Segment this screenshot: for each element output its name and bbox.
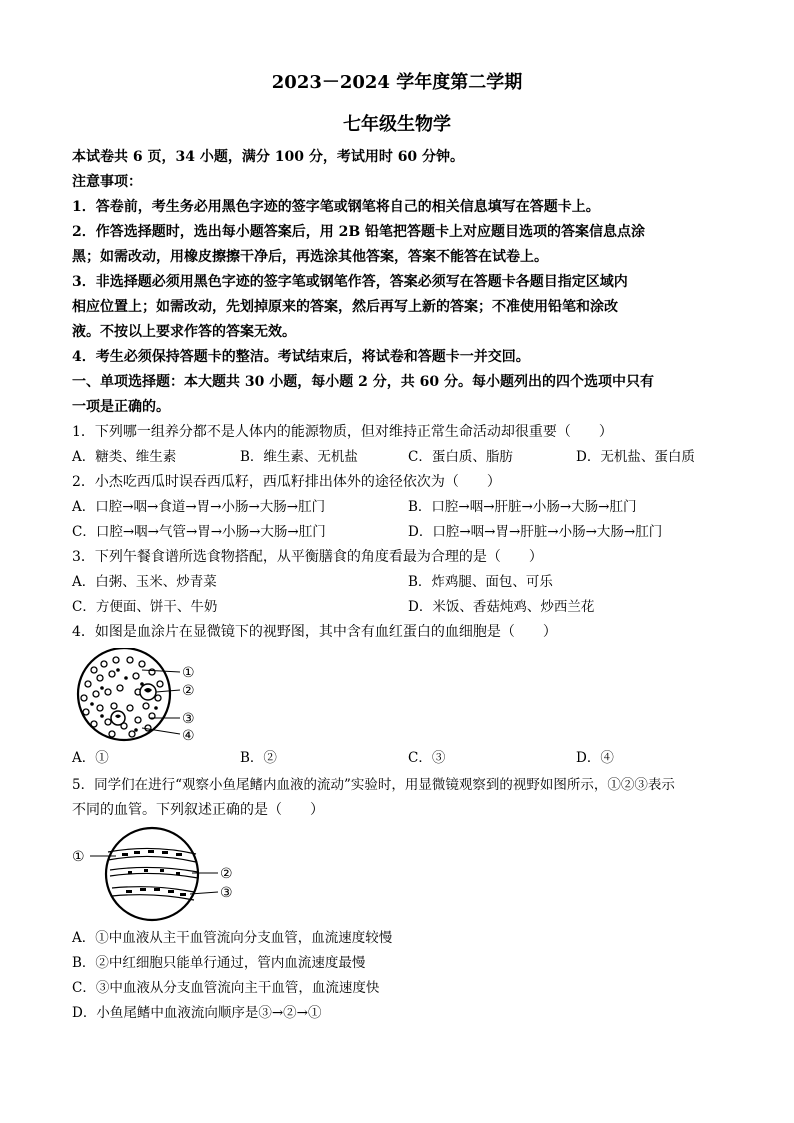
note-2-line-1: 2．作答选择题时，选出每小题答案后，用 2B 铅笔把答题卡上对应题目选项的答案信息点涂 [72, 224, 646, 240]
figure-label-3: ③ [220, 885, 233, 901]
note-1: 1．答卷前，考生务必用黑色字迹的签字笔或钢笔将自己的相关信息填写在答题卡上。 [72, 199, 600, 215]
figure-label-4: ④ [182, 728, 195, 744]
notes-heading: 注意事项： [72, 174, 142, 190]
question-2-option-b: B．口腔→咽→肝脏→小肠→大肠→肛门 [408, 499, 637, 515]
question-1-option-b: B．维生素、无机盐 [240, 449, 358, 465]
question-3-option-b: B．炸鸡腿、面包、可乐 [408, 574, 553, 590]
note-4: 4．考生必须保持答题卡的整洁。考试结束后，将试卷和答题卡一并交回。 [72, 349, 530, 365]
question-5-option-d: D．小鱼尾鳍中血液流向顺序是③→②→① [72, 1005, 322, 1021]
question-5-option-a: A．①中血液从主干血管流向分支血管，血流速度较慢 [72, 930, 393, 946]
question-5-option-c: C．③中血液从分支血管流向主干血管，血流速度快 [72, 980, 380, 996]
question-5-option-b: B．②中红细胞只能单行通过，管内血流速度最慢 [72, 955, 366, 971]
fish-tail-fin-figure [72, 826, 242, 922]
figure-label-1: ① [72, 849, 85, 865]
figure-label-1: ① [182, 665, 195, 681]
question-4-stem: 4．如图是血涂片在显微镜下的视野图，其中含有血红蛋白的血细胞是（ ） [72, 624, 557, 640]
question-5-stem-line-2: 不同的血管。下列叙述正确的是（ ） [72, 802, 324, 818]
question-1-option-a: A．糖类、维生素 [72, 449, 177, 465]
section-1-heading-line-1: 一、单项选择题：本大题共 30 小题，每小题 2 分，共 60 分。每小题列出的四个选项中只有 [72, 374, 654, 390]
exam-title: 2023－2024 学年度第二学期 [271, 72, 523, 93]
figure-label-2: ② [182, 683, 195, 699]
note-3-line-1: 3．非选择题必须用黑色字迹的签字笔或钢笔作答，答案必须写在答题卡各题目指定区域内 [72, 274, 628, 290]
note-3-line-2: 相应位置上；如需改动，先划掉原来的答案，然后再写上新的答案；不准使用铅笔和涂改 [72, 299, 618, 315]
note-2-line-2: 黑；如需改动，用橡皮擦擦干净后，再选涂其他答案，答案不能答在试卷上。 [72, 249, 548, 265]
question-5-stem-line-1: 5．同学们在进行“观察小鱼尾鳍内血液的流动”实验时，用显微镜观察到的视野如图所示，①②③表示 [72, 777, 675, 793]
question-2-stem: 2．小杰吃西瓜时误吞西瓜籽，西瓜籽排出体外的途径依次为（ ） [72, 474, 501, 490]
section-1-heading-line-2: 一项是正确的。 [72, 399, 170, 415]
exam-subtitle: 七年级生物学 [343, 114, 451, 135]
question-2-option-a: A．口腔→咽→食道→胃→小肠→大肠→肛门 [72, 499, 326, 515]
question-4-option-a: A．① [72, 750, 109, 766]
figure-label-2: ② [220, 866, 233, 882]
question-3-option-d: D．米饭、香菇炖鸡、炒西兰花 [408, 599, 595, 615]
figure-label-3: ③ [182, 711, 195, 727]
question-2-option-c: C．口腔→咽→气管→胃→小肠→大肠→肛门 [72, 524, 326, 540]
question-3-option-a: A．白粥、玉米、炒青菜 [72, 574, 217, 590]
question-4-option-b: B．② [240, 750, 277, 766]
question-1-option-c: C．蛋白质、脂肪 [408, 449, 513, 465]
question-1-option-d: D．无机盐、蛋白质 [576, 449, 695, 465]
note-3-line-3: 液。不按以上要求作答的答案无效。 [72, 324, 296, 340]
question-3-stem: 3．下列午餐食谱所选食物搭配，从平衡膳食的角度看最为合理的是（ ） [72, 549, 543, 565]
question-3-option-c: C．方便面、饼干、牛奶 [72, 599, 218, 615]
blood-smear-figure [72, 648, 212, 748]
question-2-option-d: D．口腔→咽→胃→肝脏→小肠→大肠→肛门 [408, 524, 663, 540]
question-1-stem: 1．下列哪一组养分都不是人体内的能源物质，但对维持正常生命活动却很重要（ ） [72, 424, 613, 440]
question-4-option-d: D．④ [576, 750, 614, 766]
question-4-option-c: C．③ [408, 750, 446, 766]
exam-summary: 本试卷共 6 页，34 小题，满分 100 分，考试用时 60 分钟。 [72, 149, 465, 165]
